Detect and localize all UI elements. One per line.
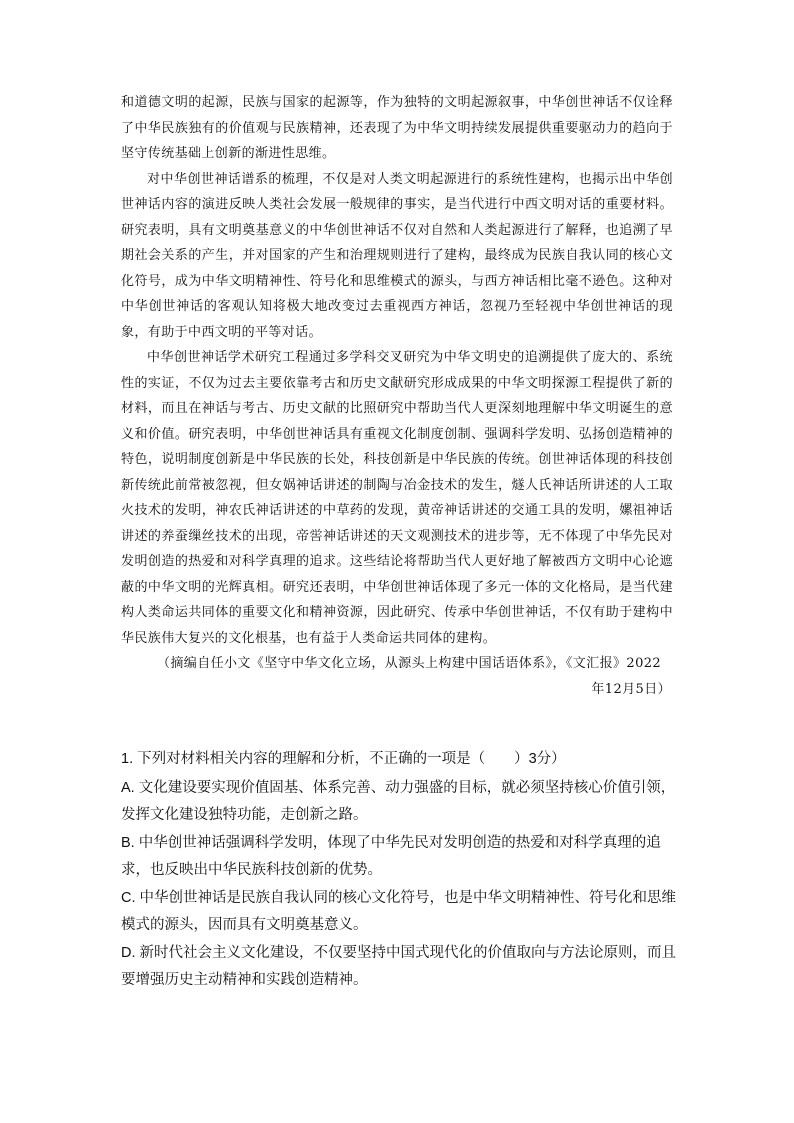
question-stem: 1. 下列对材料相关内容的理解和分析，不正确的一项是（ ）3分）	[121, 751, 566, 767]
question-block	[121, 746, 677, 995]
option-d: D. 新时代社会主义文化建设，不仅要坚持中国式现代化的价值取向与方法论原则，而且要增强历史主动精神和实践创造精神。	[121, 944, 677, 988]
option-a: A. 文化建设要实现价值固基、体系完善、动力强盛的目标，就必须坚持核心价值引领，发挥文化建设独特功能，走创新之路。	[121, 779, 676, 823]
source-citation: （摘编自任小文《坚守中华文化立场，从源头上构建中国话语体系》，《文汇报》2022	[157, 656, 662, 671]
source-citation-date: 年12月5日）	[591, 681, 671, 697]
passage-paragraph: 对中华创世神话谱系的梳理，不仅是对人类文明起源进行的系统性建构，也揭示出中华创世神话内容的演进反映人类社会发展一般规律的事实，是当代进行中西文明对话的重要材料。研究表明，具有文明奠基意义的中华创世神话不仅对自然和人类起源进行了解释，也追溯了早期社会关系的产生，并对国家的产生和治理规则进行了建构，最终成为民族自我认同的核心文化符号，成为中华文明精神性、符号化和思维模式的源头，与西方神话相比毫不逊色。这种对中华创世神话的客观认知将极大地改变过去重视西方神话，忽视乃至轻视中华创世神话的现象，有助于中西文明的平等对话。	[121, 171, 673, 340]
option-c: C. 中华创世神话是民族自我认同的核心文化符号，也是中华文明精神性、符号化和思维模式的源头，因而具有文明奠基意义。	[121, 889, 677, 933]
reading-passage	[121, 90, 673, 702]
passage-paragraph: 和道德文明的起源，民族与国家的起源等，作为独特的文明起源叙事，中华创世神话不仅诠释了中华民族独有的价值观与民族精神，还表现了为中华文明持续发展提供重要驱动力的趋向于坚守传统基础上创新的渐进性思维。	[121, 95, 673, 161]
passage-paragraph: 中华创世神话学术研究工程通过多学科交叉研究为中华文明史的追溯提供了庞大的、系统性的实证，不仅为过去主要依靠考古和历史文献研究形成成果的中华文明探源工程提供了新的材料，而且在神话与考古、历史文献的比照研究中帮助当代人更深刻地理解中华文明诞生的意义和价值。研究表明，中华创世神话具有重视文化制度创制、强调科学发明、弘扬创造精神的特色，说明制度创新是中华民族的长处，科技创新是中华民族的传统。创世神话体现的科技创新传统此前常被忽视，但女娲神话讲述的制陶与冶金技术的发生，燧人氏神话所讲述的人工取火技术的发明，神农氏神话讲述的中草药的发现，黄帝神话讲述的交通工具的发明，嫘祖神话讲述的养蚕缫丝技术的出现，帝喾神话讲述的天文观测技术的进步等，无不体现了中华先民对发明创造的热爱和对科学真理的追求。这些结论将帮助当代人更好地了解被西方文明中心论遮蔽的中华文明的光辉真相。研究还表明，中华创世神话体现了多元一体的文化格局，是当代建构人类命运共同体的重要文化和精神资源，因此研究、传承中华创世神话，不仅有助于建构中华民族伟大复兴的文化根基，也有益于人类命运共同体的建构。	[121, 350, 673, 646]
option-b: B. 中华创世神话强调科学发明，体现了中华先民对发明创造的热爱和对科学真理的追求，也反映出中华民族科技创新的优势。	[121, 834, 661, 878]
